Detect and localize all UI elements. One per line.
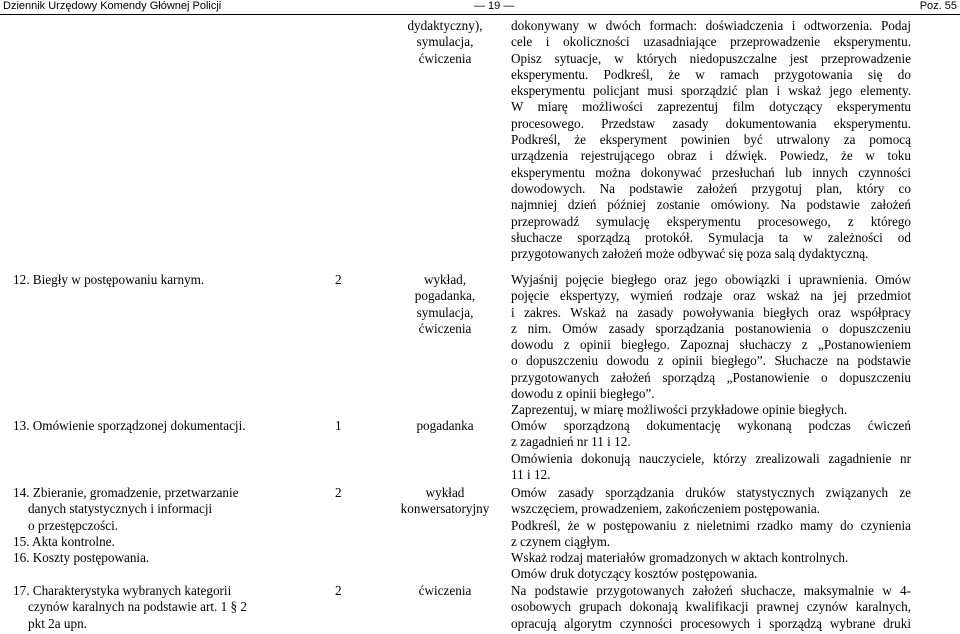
text-line [511,181,911,197]
text-line: słuchacze sporządzą protokół. Symulacja ta w zależności od [511,229,911,245]
form-label: ćwiczenia [418,50,472,66]
forms-17 [380,583,510,599]
text-line: najmniej dzień później zostanie omówiony. Na podstawie założeń [511,197,911,213]
text-line: 11 i 12. [511,466,551,482]
text-line: W miarę możliwości zaprezentuj film dotyczący eksperymentu [511,99,911,115]
text-line: dowodu z opinii biegłego. Zapoznaj słuchaczy z „Postanowieniem [511,337,911,353]
hours-14-16: 2 [335,485,342,500]
text-line: wszczęciem, prowadzeniem, zakończeniem postępowania. [511,501,821,517]
topic-line: danych statystycznych i informacji [28,501,213,517]
text-line: Opisz sytuacje, w których niedopuszczalne jest przeprowadzenie [511,50,911,66]
forms-12 [380,272,510,337]
text-line: dowodu z opinii biegłego”. [511,386,655,402]
description-12 [511,272,911,419]
position-number: Poz. 55 [919,0,957,12]
text-line: urządzenia rejestrującego obraz i dźwięk. Powiedz, że w toku [511,148,911,164]
text-line: z czynem ciągłym. [511,533,611,549]
topic-line: czynów karalnych na podstawie art. 1 § 2 [28,599,247,615]
topic-line: 14. Zbieranie, gromadzenie, przetwarzanie [13,485,239,500]
topic-17 [13,583,283,632]
text-line: opracują algorytm czynności procesowych i sporządzą wybrane druki [511,615,911,631]
text-line: procesowego. Przedstaw zasady dokumentowania eksperymentu. [511,115,911,131]
topic-14-16 [13,485,283,566]
text-line: dokonywany w dwóch formach: doświadczenia i odtworzenia. Podaj [511,18,911,33]
text-line: o dopuszczeniu dowodu z opinii biegłego”. Słuchacze na podstawie [511,353,911,369]
form-label: dydaktyczny), [407,18,483,33]
text-line: Podkreśl, że eksperyment powinien być utrwalony za pomocą [511,132,911,148]
description-14-16 [511,485,911,583]
topic-line: 17. Charakterystyka wybranych kategorii [13,583,232,598]
topic-12 [13,272,283,288]
form-label: symulacja, [416,34,474,50]
text-line: Omów zasady sporządzania druków statystycznych związanych ze [511,485,911,500]
text-line: Omów sporządzoną dokumentację wykonaną podczas ćwiczeń [511,418,911,433]
text-line: i zakres. Wskaż na zasady powoływania biegłych oraz współpracy [511,304,911,320]
text-line: Wskaż rodzaj materiałów gromadzonych w aktach kontrolnych. [511,550,849,566]
topic-line: 16. Koszty postępowania. [13,550,150,566]
form-label: wykład, [423,272,467,287]
topic-line: pkt 2a upn. [28,615,87,631]
topic-13 [13,418,283,434]
text-line: przeprowadź symulację eksperymentu procesowego, z którego [511,213,911,229]
top-forms [380,18,510,67]
form-label: ćwiczenia [418,320,472,336]
form-label: ćwiczenia [418,583,472,598]
text-line: osobowych grupach dokonają kwalifikacji prawnej czynów karalnych, [511,599,911,615]
journal-title: Dziennik Urzędowy Komendy Głównej Policji [3,0,222,12]
text-line: cele i okoliczności uzasadniające przeprowadzenie eksperymentu. [511,34,911,50]
description-17 [511,583,911,632]
text-line: przygotowanych założeń może odbywać się poza salą dydaktyczną. [511,246,869,262]
text-line: pojęcie ekspertyzy, wymień rodzaje oraz wskaż na jej przedmiot [511,288,911,304]
page-number: — 19 — [474,0,515,12]
hours-12: 2 [335,272,342,287]
text-line: Omówienia dokonują nauczyciele, którzy zrealizowali zagadnienie nr [511,450,911,466]
form-label: pogadanka [416,418,474,433]
text-line: eksperymentu można dokonywać przesłuchań lub innych czynności [511,164,911,180]
top-description [511,18,911,262]
text-line: Zaprezentuj, w miarę możliwości przykładowe opinie biegłych. [511,402,848,418]
text-line: Podkreśl, że w postępowaniu z nieletnimi rzadko mamy do czynienia [511,517,911,533]
form-label: pogadanka, [414,288,476,304]
form-label: konwersatoryjny [400,501,490,517]
text-line-inner: dowodowych. Na podstawie założeń przygotuj plan, który co [511,180,911,196]
hours-13: 1 [335,418,342,433]
text-line: przygotowanych założeń sporządzą „Postanowienie o dopuszczeniu [511,369,911,385]
page-header [0,0,960,15]
topic-line: 15. Akta kontrolne. [13,533,115,549]
topic-line: 12. Biegły w postępowaniu karnym. [13,272,205,287]
text-line: eksperymentu policjant musi sporządzić plan i wskaż jego elementy. [511,83,911,99]
hours-17: 2 [335,583,342,598]
text-line: Na podstawie przygotowanych założeń słuchacze, maksymalnie w 4- [511,583,911,598]
text-line: z zagadnień nr 11 i 12. [511,434,631,450]
forms-14-16 [380,485,510,518]
description-13 [511,418,911,483]
form-label: wykład [425,485,465,500]
text-line: eksperymentu. Podkreśl, że w ramach przygotowania się do [511,66,911,82]
topic-line: 13. Omówienie sporządzonej dokumentacji. [13,418,246,433]
text-line: z nim. Omów zasady sporządzania postanowienia o dopuszczeniu [511,320,911,336]
text-line: Omów druk dotyczący kosztów postępowania. [511,566,758,582]
forms-13 [380,418,510,434]
text-line: Wyjaśnij pojęcie biegłego oraz jego obowiązki i uprawnienia. Omów [511,272,911,287]
form-label: symulacja, [416,304,474,320]
topic-line: o przestępczości. [28,517,119,533]
